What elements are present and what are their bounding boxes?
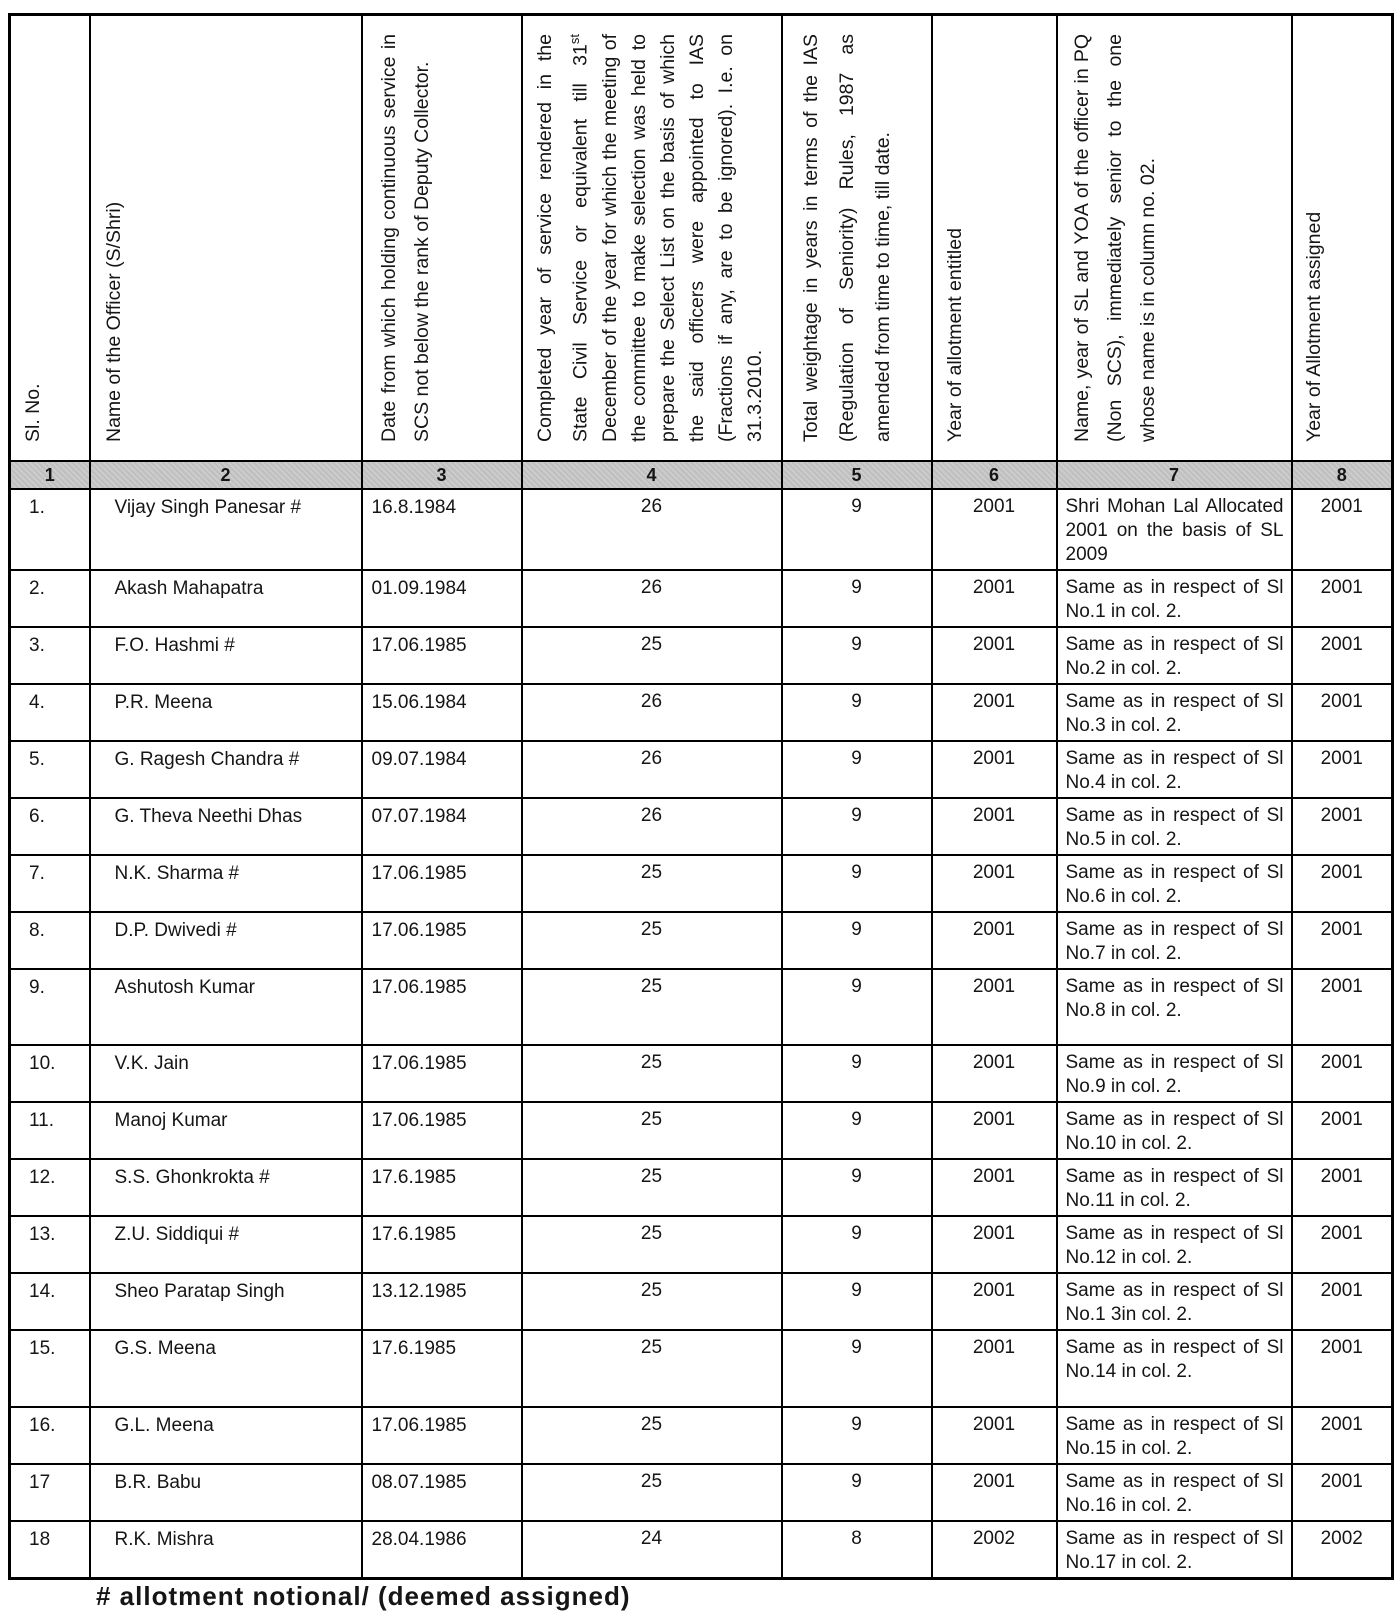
cell-service-date: 28.04.1986 (362, 1521, 522, 1579)
cell-year-entitled: 2001 (932, 1045, 1057, 1102)
cell-year-entitled: 2001 (932, 489, 1057, 570)
seniority-table (8, 13, 1394, 1580)
cell-completed-years: 25 (522, 969, 782, 1045)
cell-sl-no: 5. (10, 741, 90, 798)
cell-sl-no: 12. (10, 1159, 90, 1216)
cell-year-assigned: 2002 (1292, 1521, 1393, 1579)
cell-weightage: 9 (782, 489, 932, 570)
cell-year-assigned: 2001 (1292, 1273, 1393, 1330)
clipped-footnote: # allotment notional/ (deemed assigned) (96, 1581, 631, 1611)
table-header (10, 15, 1393, 490)
header-officer-name-label: Name of the Officer (S/Shri) (102, 201, 125, 442)
cell-senior-officer-note: Same as in respect of Sl No.8 in col. 2. (1057, 969, 1292, 1045)
cell-senior-officer-note: Same as in respect of Sl No.7 in col. 2. (1057, 912, 1292, 969)
table-row (10, 570, 1393, 627)
table-row (10, 1330, 1393, 1407)
cell-year-assigned: 2001 (1292, 798, 1393, 855)
header-officer-name (90, 15, 362, 462)
cell-weightage: 9 (782, 1159, 932, 1216)
cell-completed-years: 26 (522, 489, 782, 570)
table-row (10, 798, 1393, 855)
column-number-1: 1 (10, 461, 90, 489)
table-row (10, 741, 1393, 798)
cell-service-date: 08.07.1985 (362, 1464, 522, 1521)
header-total-weightage (782, 15, 932, 462)
cell-service-date: 17.6.1985 (362, 1216, 522, 1273)
cell-service-date: 15.06.1984 (362, 684, 522, 741)
table-row (10, 627, 1393, 684)
cell-senior-officer-note: Same as in respect of Sl No.1 in col. 2. (1057, 570, 1292, 627)
cell-service-date: 17.6.1985 (362, 1330, 522, 1407)
table-row (10, 912, 1393, 969)
cell-officer-name: Manoj Kumar (90, 1102, 362, 1159)
cell-senior-officer-note: Same as in respect of Sl No.6 in col. 2. (1057, 855, 1292, 912)
cell-service-date: 16.8.1984 (362, 489, 522, 570)
table-row (10, 1045, 1393, 1102)
cell-year-entitled: 2001 (932, 1273, 1057, 1330)
header-date-continuous-service (362, 15, 522, 462)
cell-weightage: 9 (782, 969, 932, 1045)
table-row (10, 1159, 1393, 1216)
cell-completed-years: 25 (522, 912, 782, 969)
cell-year-assigned: 2001 (1292, 1464, 1393, 1521)
cell-service-date: 17.06.1985 (362, 855, 522, 912)
cell-officer-name: F.O. Hashmi # (90, 627, 362, 684)
cell-year-entitled: 2001 (932, 969, 1057, 1045)
cell-weightage: 9 (782, 1464, 932, 1521)
table-row (10, 969, 1393, 1045)
header-sl-no-label: Sl. No. (21, 383, 44, 442)
cell-senior-officer-note: Same as in respect of Sl No.17 in col. 2. (1057, 1521, 1292, 1579)
cell-weightage: 9 (782, 570, 932, 627)
cell-sl-no: 13. (10, 1216, 90, 1273)
cell-senior-officer-note: Same as in respect of Sl No.4 in col. 2. (1057, 741, 1292, 798)
cell-year-assigned: 2001 (1292, 1216, 1393, 1273)
cell-sl-no: 16. (10, 1407, 90, 1464)
cell-officer-name: B.R. Babu (90, 1464, 362, 1521)
cell-weightage: 9 (782, 1330, 932, 1407)
table-row (10, 684, 1393, 741)
cell-completed-years: 25 (522, 1407, 782, 1464)
cell-year-assigned: 2001 (1292, 1102, 1393, 1159)
cell-year-assigned: 2001 (1292, 489, 1393, 570)
cell-completed-years: 25 (522, 1159, 782, 1216)
column-number-7: 7 (1057, 461, 1292, 489)
cell-completed-years: 26 (522, 741, 782, 798)
table-row (10, 855, 1393, 912)
cell-year-entitled: 2001 (932, 741, 1057, 798)
cell-officer-name: G. Theva Neethi Dhas (90, 798, 362, 855)
cell-sl-no: 11. (10, 1102, 90, 1159)
cell-sl-no: 6. (10, 798, 90, 855)
cell-year-assigned: 2001 (1292, 627, 1393, 684)
cell-senior-officer-note: Same as in respect of Sl No.11 in col. 2. (1057, 1159, 1292, 1216)
cell-completed-years: 25 (522, 1102, 782, 1159)
table-row (10, 1216, 1393, 1273)
column-number-2: 2 (90, 461, 362, 489)
cell-senior-officer-note: Same as in respect of Sl No.5 in col. 2. (1057, 798, 1292, 855)
cell-weightage: 9 (782, 684, 932, 741)
cell-service-date: 17.06.1985 (362, 969, 522, 1045)
cell-senior-officer-note: Same as in respect of Sl No.14 in col. 2. (1057, 1330, 1292, 1407)
table-row (10, 1464, 1393, 1521)
table-row (10, 489, 1393, 570)
cell-year-assigned: 2001 (1292, 741, 1393, 798)
cell-service-date: 17.6.1985 (362, 1159, 522, 1216)
cell-officer-name: Sheo Paratap Singh (90, 1273, 362, 1330)
cell-year-assigned: 2001 (1292, 1159, 1393, 1216)
cell-weightage: 9 (782, 855, 932, 912)
cell-officer-name: N.K. Sharma # (90, 855, 362, 912)
cell-sl-no: 8. (10, 912, 90, 969)
cell-weightage: 9 (782, 912, 932, 969)
header-row (10, 15, 1393, 462)
cell-senior-officer-note: Same as in respect of Sl No.15 in col. 2. (1057, 1407, 1292, 1464)
cell-officer-name: Akash Mahapatra (90, 570, 362, 627)
cell-year-entitled: 2001 (932, 798, 1057, 855)
cell-officer-name: Vijay Singh Panesar # (90, 489, 362, 570)
cell-officer-name: R.K. Mishra (90, 1521, 362, 1579)
cell-weightage: 9 (782, 1273, 932, 1330)
cell-year-entitled: 2001 (932, 912, 1057, 969)
cell-year-entitled: 2001 (932, 684, 1057, 741)
cell-officer-name: G. Ragesh Chandra # (90, 741, 362, 798)
cell-completed-years: 26 (522, 798, 782, 855)
header-sl-no (10, 15, 90, 462)
cell-service-date: 07.07.1984 (362, 798, 522, 855)
cell-weightage: 9 (782, 741, 932, 798)
cell-service-date: 17.06.1985 (362, 627, 522, 684)
cell-senior-officer-note: Shri Mohan Lal Allocated 2001 on the basis of SL 2009 (1057, 489, 1292, 570)
column-number-5: 5 (782, 461, 932, 489)
header-senior-officer-label: Name, year of SL and YOA of the officer in PQ (Non SCS), immediately senior to the one whose name is in column no. 02. (1071, 34, 1159, 442)
cell-sl-no: 9. (10, 969, 90, 1045)
cell-senior-officer-note: Same as in respect of Sl No.9 in col. 2. (1057, 1045, 1292, 1102)
header-completed-years-sup: st (566, 34, 582, 45)
header-year-allotment-entitled (932, 15, 1057, 462)
cell-officer-name: D.P. Dwivedi # (90, 912, 362, 969)
cell-year-assigned: 2001 (1292, 912, 1393, 969)
cell-year-assigned: 2001 (1292, 855, 1393, 912)
cell-year-entitled: 2001 (932, 1102, 1057, 1159)
cell-sl-no: 15. (10, 1330, 90, 1407)
cell-year-entitled: 2001 (932, 627, 1057, 684)
header-senior-officer (1057, 15, 1292, 462)
cell-year-assigned: 2001 (1292, 969, 1393, 1045)
cell-officer-name: Z.U. Siddiqui # (90, 1216, 362, 1273)
cell-year-entitled: 2001 (932, 1216, 1057, 1273)
cell-weightage: 9 (782, 1102, 932, 1159)
header-year-allotment-assigned (1292, 15, 1393, 462)
header-completed-years (522, 15, 782, 462)
cell-officer-name: V.K. Jain (90, 1045, 362, 1102)
cell-sl-no: 2. (10, 570, 90, 627)
cell-weightage: 9 (782, 798, 932, 855)
cell-year-assigned: 2001 (1292, 684, 1393, 741)
cell-service-date: 17.06.1985 (362, 1407, 522, 1464)
cell-service-date: 09.07.1984 (362, 741, 522, 798)
cell-year-entitled: 2002 (932, 1521, 1057, 1579)
header-year-entitled-label: Year of allotment entitled (944, 228, 966, 442)
cell-year-entitled: 2001 (932, 855, 1057, 912)
cell-completed-years: 24 (522, 1521, 782, 1579)
cell-service-date: 13.12.1985 (362, 1273, 522, 1330)
cell-sl-no: 17 (10, 1464, 90, 1521)
cell-year-assigned: 2001 (1292, 1330, 1393, 1407)
table-row (10, 1102, 1393, 1159)
cell-completed-years: 25 (522, 1330, 782, 1407)
cell-completed-years: 25 (522, 1045, 782, 1102)
header-completed-years-part1: Completed year of service rendered in the State Civil Service or equivalent till 31 (533, 34, 591, 442)
cell-sl-no: 4. (10, 684, 90, 741)
cell-weightage: 9 (782, 1216, 932, 1273)
cell-sl-no: 18 (10, 1521, 90, 1579)
cell-senior-officer-note: Same as in respect of Sl No.1 3in col. 2. (1057, 1273, 1292, 1330)
cell-completed-years: 25 (522, 1273, 782, 1330)
cell-weightage: 9 (782, 1407, 932, 1464)
cell-senior-officer-note: Same as in respect of Sl No.16 in col. 2. (1057, 1464, 1292, 1521)
cell-officer-name: G.S. Meena (90, 1330, 362, 1407)
cell-officer-name: G.L. Meena (90, 1407, 362, 1464)
cell-officer-name: P.R. Meena (90, 684, 362, 741)
cell-weightage: 8 (782, 1521, 932, 1579)
cell-completed-years: 25 (522, 627, 782, 684)
cell-year-entitled: 2001 (932, 1330, 1057, 1407)
header-date-label: Date from which holding continuous service in SCS not below the rank of Deputy Collector. (377, 34, 433, 442)
cell-senior-officer-note: Same as in respect of Sl No.12 in col. 2. (1057, 1216, 1292, 1273)
table-row (10, 1521, 1393, 1579)
cell-officer-name: Ashutosh Kumar (90, 969, 362, 1045)
cell-completed-years: 26 (522, 684, 782, 741)
cell-year-entitled: 2001 (932, 1407, 1057, 1464)
cell-year-entitled: 2001 (932, 1464, 1057, 1521)
cell-senior-officer-note: Same as in respect of Sl No.2 in col. 2. (1057, 627, 1292, 684)
cell-senior-officer-note: Same as in respect of Sl No.10 in col. 2. (1057, 1102, 1292, 1159)
cell-sl-no: 3. (10, 627, 90, 684)
cell-sl-no: 14. (10, 1273, 90, 1330)
header-total-weightage-label: Total weightage in years in terms of the IAS (Regulation of Seniority) Rules, 1987 as amended from time to time, till date. (799, 34, 894, 442)
cell-sl-no: 10. (10, 1045, 90, 1102)
cell-service-date: 17.06.1985 (362, 1045, 522, 1102)
header-completed-years-part2: December of the year for which the meeting of the committee to make selection was held to prepare the Select List on the basis of which the said officers were appointed to IAS (Fractions if any, are to be ignored). I.e. on 31.3.2010. (598, 34, 765, 442)
cell-service-date: 17.06.1985 (362, 912, 522, 969)
cell-weightage: 9 (782, 1045, 932, 1102)
column-number-8: 8 (1292, 461, 1393, 489)
cell-service-date: 17.06.1985 (362, 1102, 522, 1159)
cell-completed-years: 25 (522, 1216, 782, 1273)
table-row (10, 1407, 1393, 1464)
header-year-assigned-label: Year of Allotment assigned (1302, 211, 1325, 442)
cell-year-assigned: 2001 (1292, 1045, 1393, 1102)
cell-completed-years: 25 (522, 855, 782, 912)
cell-year-assigned: 2001 (1292, 570, 1393, 627)
column-number-4: 4 (522, 461, 782, 489)
cell-sl-no: 7. (10, 855, 90, 912)
column-number-6: 6 (932, 461, 1057, 489)
cell-officer-name: S.S. Ghonkrokta # (90, 1159, 362, 1216)
cell-weightage: 9 (782, 627, 932, 684)
table-body (10, 489, 1393, 1579)
cell-completed-years: 25 (522, 1464, 782, 1521)
cell-sl-no: 1. (10, 489, 90, 570)
cell-year-entitled: 2001 (932, 570, 1057, 627)
cell-service-date: 01.09.1984 (362, 570, 522, 627)
cell-year-entitled: 2001 (932, 1159, 1057, 1216)
cell-senior-officer-note: Same as in respect of Sl No.3 in col. 2. (1057, 684, 1292, 741)
column-number-row (10, 461, 1393, 489)
column-number-3: 3 (362, 461, 522, 489)
cell-year-assigned: 2001 (1292, 1407, 1393, 1464)
table-row (10, 1273, 1393, 1330)
cell-completed-years: 26 (522, 570, 782, 627)
